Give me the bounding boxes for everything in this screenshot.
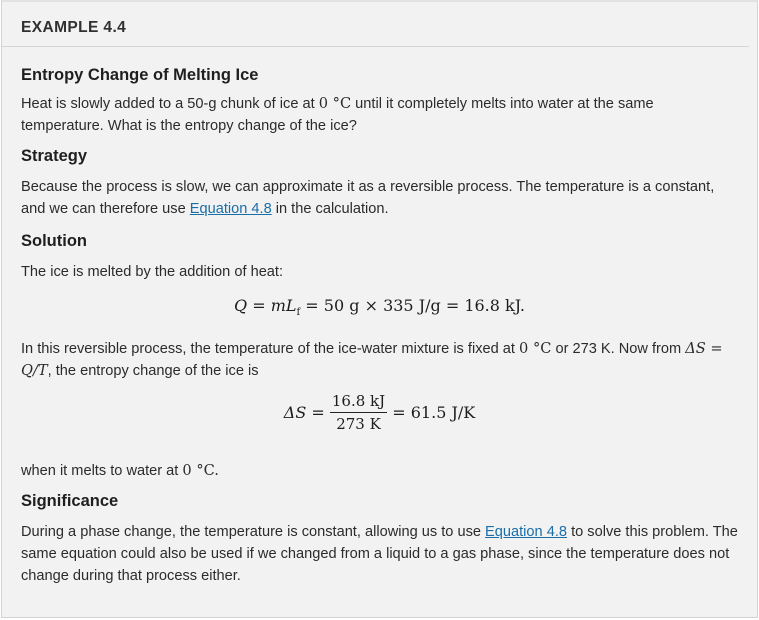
- significance-paragraph: [21, 521, 738, 587]
- entropy-equation-lhs: ΔS =: [283, 403, 325, 422]
- example-header: [2, 2, 749, 47]
- after-equation-paragraph: [21, 460, 738, 482]
- heat-equation: [21, 296, 738, 326]
- solution-intro: The ice is melted by the addition of heat:: [21, 264, 284, 280]
- strategy-text-2: in the calculation.: [271, 201, 389, 217]
- significance-heading: Significance: [21, 492, 119, 510]
- problem-paragraph: [21, 93, 738, 137]
- solution-text-2: or 273 K. Now from: [551, 341, 686, 357]
- problem-text-1: Heat is slowly added to a 50-g chunk of ice at: [21, 96, 319, 112]
- entropy-equation: [21, 392, 738, 450]
- significance-text-2: to solve this problem. The same equation could also be used if we changed from a liquid to a gas phase, since the temperature does not change during that process either.: [21, 524, 738, 584]
- after-equation-temperature: 0 °C.: [182, 462, 219, 479]
- fraction-numerator: 16.8 kJ: [330, 392, 387, 413]
- strategy-heading: Strategy: [21, 147, 88, 165]
- strategy-paragraph: [21, 176, 738, 220]
- heat-equation-lhs: Q: [234, 296, 248, 315]
- heat-equation-subscript: f: [296, 307, 301, 319]
- problem-temperature: 0 °C: [318, 95, 352, 112]
- heat-equation-rhs-2: = 50 g × 335 J/g = 16.8 kJ.: [300, 296, 525, 315]
- solution-heading: Solution: [21, 232, 87, 250]
- solution-temperature: 0 °C: [519, 340, 552, 357]
- example-content: [2, 66, 757, 587]
- entropy-equation-rhs: = 61.5 J/K: [392, 403, 476, 422]
- solution-text-1: In this reversible process, the temperature of the ice-water mixture is fixed at: [21, 341, 520, 357]
- equation-4-8-link[interactable]: Equation 4.8: [189, 201, 272, 217]
- equation-4-8-link-2[interactable]: Equation 4.8: [485, 524, 568, 540]
- example-card: [1, 0, 758, 618]
- entropy-formula: ΔS = Q/T: [21, 340, 723, 379]
- solution-paragraph: [21, 338, 738, 382]
- solution-text-3: , the entropy change of the ice is: [47, 363, 259, 379]
- heat-equation-rhs-1: = mL: [252, 296, 297, 315]
- entropy-fraction: [330, 392, 387, 433]
- problem-text-2: until it completely melts into water at the same temperature. What is the entropy change of the ice?: [21, 96, 654, 134]
- strategy-text-1: Because the process is slow, we can approximate it as a reversible process. The temperature is a constant, and we can therefore use: [21, 179, 715, 217]
- example-label: EXAMPLE 4.4: [21, 19, 127, 36]
- example-title: Entropy Change of Melting Ice: [21, 66, 259, 84]
- significance-text-1: During a phase change, the temperature is constant, allowing us to use: [21, 524, 486, 540]
- after-equation-text: when it melts to water at: [21, 463, 183, 479]
- fraction-denominator: 273 K: [336, 415, 381, 433]
